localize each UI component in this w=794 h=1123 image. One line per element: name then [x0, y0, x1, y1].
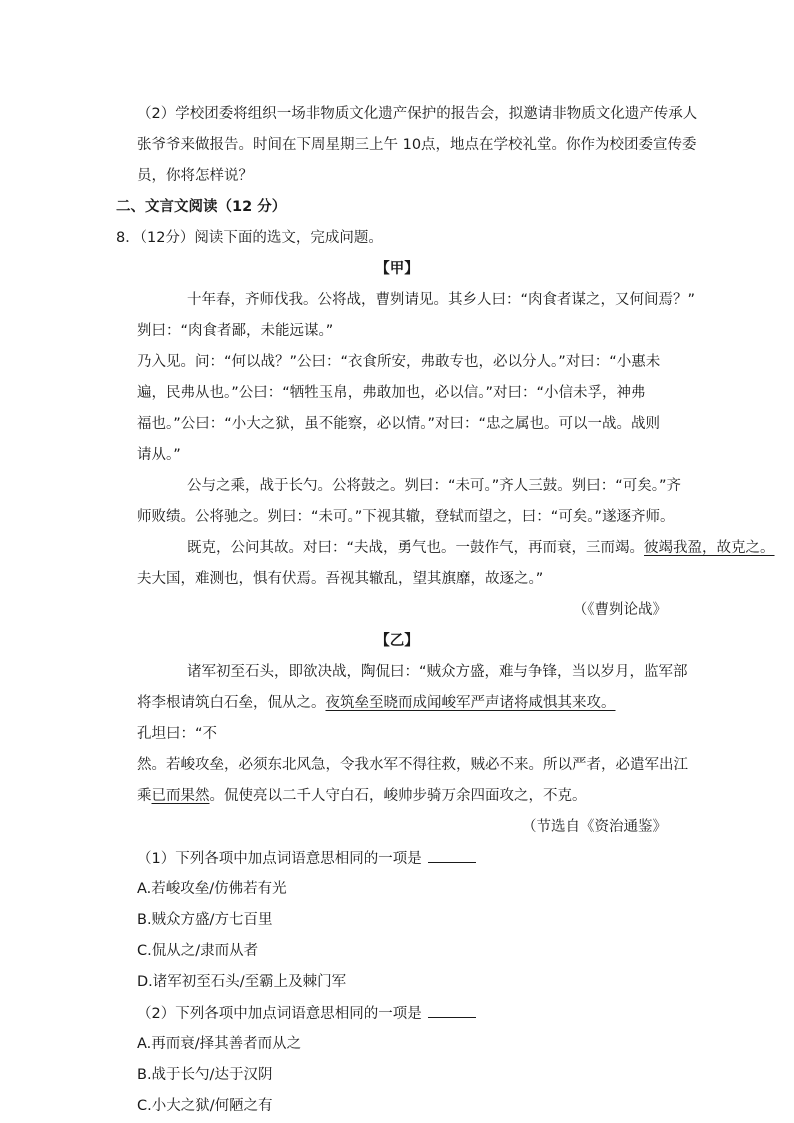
underlined-phrase-yi: 已而果然	[151, 788, 210, 804]
q7-part2-line-1: （2）学校团委将组织一场非物质文化遗产保护的报告会，拟邀请非物质文化遗产传承人	[137, 106, 698, 122]
q2-option-a: A.再而衰/择其善者而从之	[137, 1036, 302, 1052]
passage-jia-line: 请从。”	[137, 447, 181, 463]
passage-jia-line: 公与之乘，战于长勺。公将鼓之。刿曰：“未可。”齐人三鼓。刿曰：“可矣。”齐	[187, 478, 682, 494]
q1-option-c: C.侃从之/隶而从者	[137, 943, 259, 959]
passage-yi-heading: 【乙】	[375, 633, 419, 649]
q1-option-d: D.诸军初至石头/至霸上及棘门军	[137, 974, 347, 990]
passage-yi-line: 诸军初至石头，即欲决战，陶侃曰：“贼众方盛，难与争锋，当以岁月，监军部	[187, 664, 688, 680]
passage-yi-line: 乘已而果然。侃使亮以二千人守白石，峻帅步骑万余四面攻之，不克。	[137, 788, 587, 804]
passage-jia-line: 遍，民弗从也。”公曰：“牺牲玉帛，弗敢加也，必以信。”对曰：“小信未孚，神弗	[137, 385, 646, 401]
q8-prompt: 8．（12分）阅读下面的选文，完成问题。	[116, 230, 383, 246]
passage-yi-line: 孔坦曰：“不	[137, 726, 218, 742]
q1-option-a: A.若峻攻垒/仿佛若有光	[137, 881, 287, 897]
section-heading-classical-reading: 二、文言文阅读（12 分）	[116, 199, 287, 215]
passage-jia-line: 既克，公问其故。对曰：“夫战，勇气也。一鼓作气，再而衰，三而竭。彼竭我盈，故克之。	[187, 540, 775, 556]
answer-blank[interactable]	[428, 848, 476, 863]
answer-blank[interactable]	[428, 1003, 476, 1018]
passage-yi-source: （节选自《资治通鉴》	[522, 819, 667, 835]
underlined-sentence-jia: 彼竭我盈，故克之。	[644, 540, 775, 556]
passage-yi-line: 然。若峻攻垒，必须东北风急，令我水军不得往救，贼必不来。所以严者，必遣军出江	[137, 757, 688, 773]
passage-jia-line: 十年春，齐师伐我。公将战，曹刿请见。其乡人曰：“肉食者谋之，又何间焉？”	[187, 292, 696, 308]
passage-jia-line: 乃入见。问：“何以战？”公曰：“衣食所安，弗敢专也，必以分人。”对曰：“小惠未	[137, 354, 661, 370]
q1-option-b: B.贼众方盛/方七百里	[137, 912, 273, 928]
passage-jia-source: （《曹刿论战》	[572, 602, 667, 618]
q7-part2-line-2: 张爷爷来做报告。时间在下周星期三上午 10点，地点在学校礼堂。你作为校团委宣传委	[137, 137, 697, 153]
q1-stem: （1）下列各项中加点词语意思相同的一项是	[137, 848, 476, 869]
passage-jia-line: 刿曰：“肉食者鄙，未能远谋。”	[137, 323, 334, 339]
q2-option-b: B.战于长勺/达于汉阴	[137, 1067, 273, 1083]
passage-jia-line: 福也。”公曰：“小大之狱，虽不能察，必以情。”对曰：“忠之属也。可以一战。战则	[137, 416, 661, 432]
passage-yi-line: 将李根请筑白石垒，侃从之。夜筑垒至晓而成闻峻军严声诸将咸惧其来攻。	[137, 695, 616, 711]
passage-jia-line: 夫大国，难测也，惧有伏焉。吾视其辙乱，望其旗靡，故逐之。”	[137, 571, 544, 587]
passage-jia-heading: 【甲】	[375, 261, 419, 277]
passage-jia-line: 师败绩。公将驰之。刿曰：“未可。”下视其辙，登轼而望之，曰：“可矣。”遂逐齐师。	[137, 509, 675, 525]
underlined-sentence-yi: 夜筑垒至晓而成闻峻军严声诸将咸惧其来攻。	[325, 695, 616, 711]
q7-part2-line-3: 员，你将怎样说？	[137, 168, 253, 184]
q2-stem: （2）下列各项中加点词语意思相同的一项是	[137, 1003, 476, 1024]
q2-option-c: C.小大之狱/何陋之有	[137, 1098, 273, 1114]
